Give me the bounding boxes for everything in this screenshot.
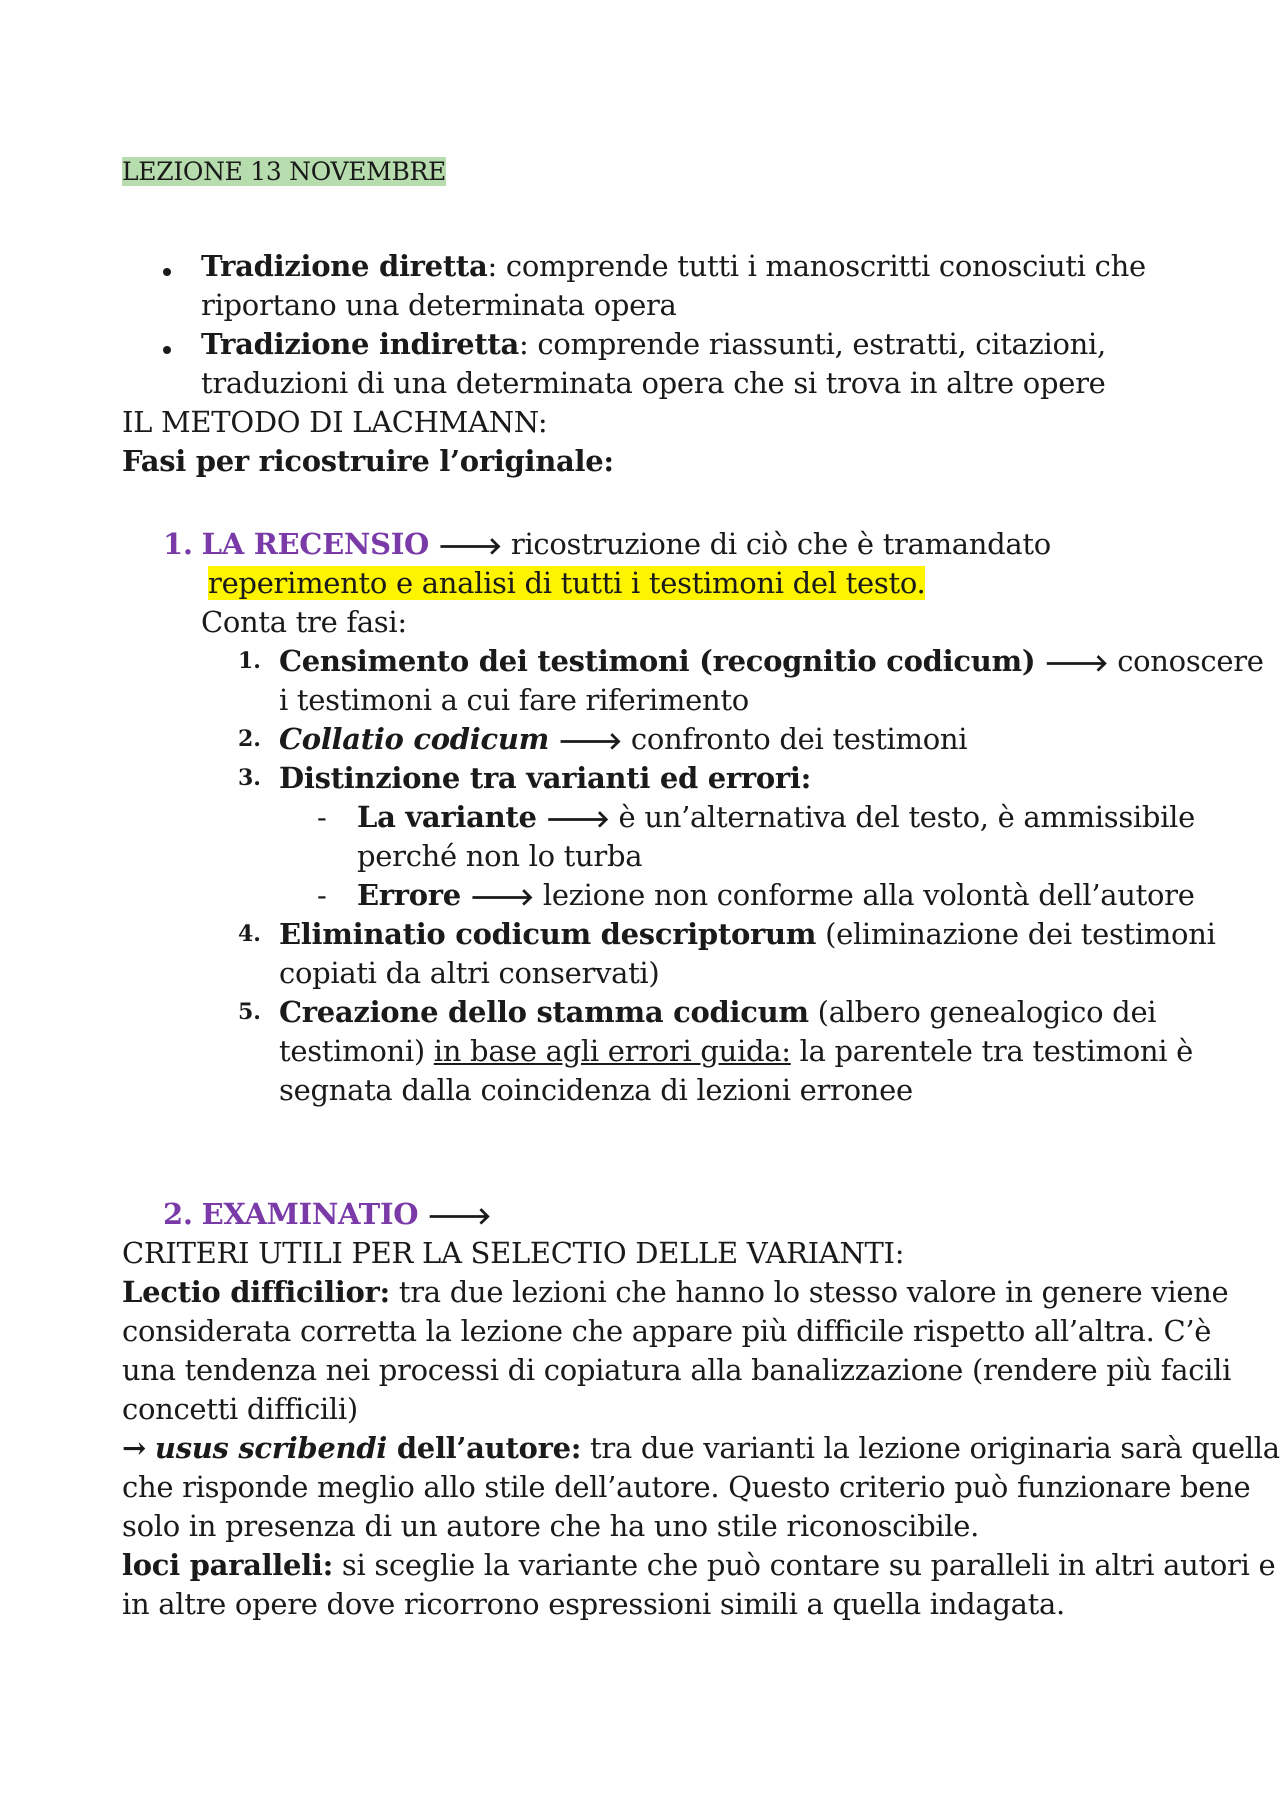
arrow-right-icon: 🡒 — [427, 1202, 492, 1230]
bullet — [163, 268, 171, 276]
dash: - — [317, 800, 327, 834]
step-item: Eliminatio codicum descriptorum (eliminazione dei testimoni — [279, 917, 1216, 951]
step-number: 5. — [238, 999, 261, 1025]
loci-para-cont: in altre opere dove ricorrono espressioni simili a quella indagata. — [122, 1587, 1065, 1621]
step-number: 1. — [238, 648, 261, 674]
step-item-cont: i testimoni a cui fare riferimento — [279, 683, 749, 717]
bullet — [163, 346, 171, 354]
phases-title: Fasi per ricostruire l’originale: — [122, 444, 614, 478]
step-item: Censimento dei testimoni (recognitio codicum) 🡒 conoscere — [279, 644, 1264, 678]
examinatio-heading: 2. EXAMINATIO 🡒 — [163, 1197, 492, 1231]
usus-para-cont: solo in presenza di un autore che ha uno stile riconoscibile. — [122, 1509, 980, 1543]
arrow-right-icon: 🡒 — [437, 532, 502, 560]
step-number: 2. — [238, 726, 261, 752]
loci-para: loci paralleli: si sceglie la variante che può contare su paralleli in altri autori e — [122, 1548, 1276, 1582]
dash: - — [317, 878, 327, 912]
recensio-intro: Conta tre fasi: — [201, 605, 407, 639]
arrow-right-icon: 🡒 — [1044, 649, 1109, 677]
lectio-para-cont: considerata corretta la lezione che appare più difficile rispetto all’altra. C’è — [122, 1314, 1212, 1348]
step-number: 3. — [238, 765, 261, 791]
recensio-highlight: reperimento e analisi di tutti i testimoni del testo. — [208, 566, 926, 600]
sub-item: Errore 🡒 lezione non conforme alla volontà dell’autore — [357, 878, 1195, 912]
tradition-item: Tradizione diretta: comprende tutti i manoscritti conosciuti che — [201, 249, 1146, 283]
tradition-item-cont: riportano una determinata opera — [201, 288, 677, 322]
step-item: Collatio codicum 🡒 confronto dei testimoni — [279, 722, 968, 756]
usus-para-cont: che risponde meglio allo stile dell’autore. Questo criterio può funzionare bene — [122, 1470, 1251, 1504]
step-item-cont: segnata dalla coincidenza di lezioni erronee — [279, 1073, 913, 1107]
sub-item-cont: perché non lo turba — [357, 839, 643, 873]
lectio-para-cont: una tendenza nei processi di copiatura alla banalizzazione (rendere più facili — [122, 1353, 1232, 1387]
step-number: 4. — [238, 921, 261, 947]
lectio-para: Lectio difficilior: tra due lezioni che hanno lo stesso valore in genere viene — [122, 1275, 1229, 1309]
method-title: IL METODO DI LACHMANN: — [122, 405, 548, 439]
step-item-cont: copiati da altri conservati) — [279, 956, 660, 990]
step-item-cont: testimoni) in base agli errori guida: la parentele tra testimoni è — [279, 1034, 1194, 1068]
tradition-item-cont: traduzioni di una determinata opera che si trova in altre opere — [201, 366, 1106, 400]
arrow-right-icon: 🡒 — [557, 727, 623, 755]
recensio-heading: 1. LA RECENSIO 🡒 ricostruzione di ciò che è tramandato — [163, 527, 1051, 561]
arrow-right-icon: → — [122, 1431, 146, 1465]
usus-para: → usus scribendi dell’autore: tra due varianti la lezione originaria sarà quella — [122, 1431, 1280, 1465]
lectio-para-cont: concetti difficili) — [122, 1392, 358, 1426]
sub-item: La variante 🡒 è un’alternativa del testo, è ammissibile — [357, 800, 1195, 834]
tradition-item: Tradizione indiretta: comprende riassunti, estratti, citazioni, — [201, 327, 1106, 361]
step-item: Distinzione tra varianti ed errori: — [279, 761, 812, 795]
step-item: Creazione dello stamma codicum (albero genealogico dei — [279, 995, 1157, 1029]
arrow-right-icon: 🡒 — [545, 805, 610, 833]
page-header: LEZIONE 13 NOVEMBRE — [122, 157, 446, 186]
arrow-right-icon: 🡒 — [469, 883, 534, 911]
criteria-title: CRITERI UTILI PER LA SELECTIO DELLE VARIANTI: — [122, 1236, 905, 1270]
